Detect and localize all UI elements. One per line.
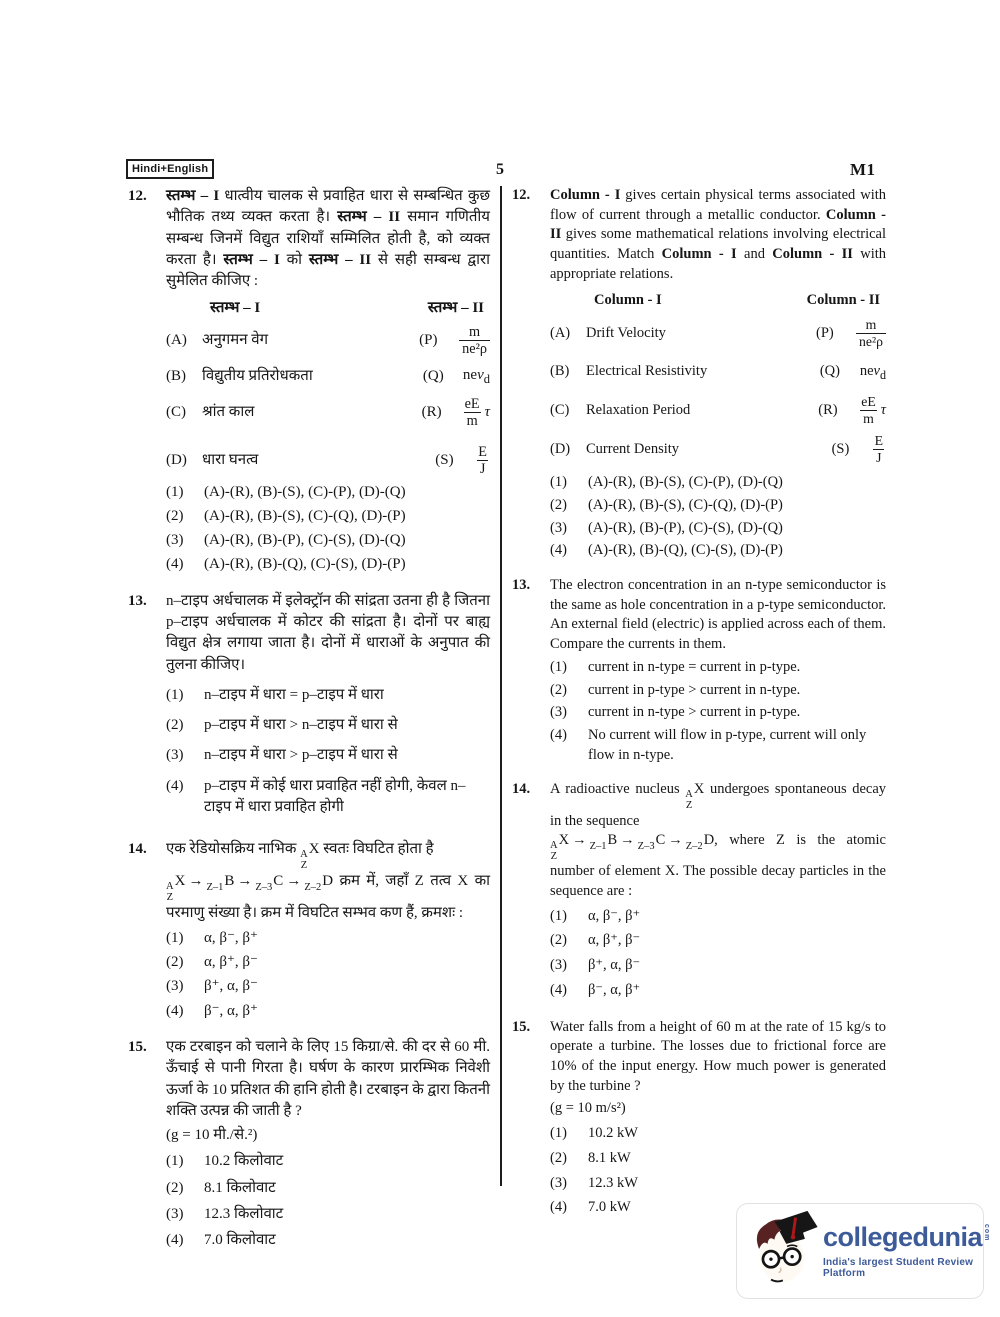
formula-R: $\frac{eE}{m}$ τ <box>464 395 490 429</box>
match-row <box>550 357 886 387</box>
match-row <box>550 434 886 465</box>
collegedunia-mascot-icon <box>743 1204 821 1299</box>
question-text: n–टाइप अर्धचालक में इलेक्ट्रॉन की सांद्रता उतना ही है जितना p–टाइप अर्धचालक में कोटर की सांद्रता है। दोनों पर बाह्य विद्युत क्षेत्र लगाया जाता है। दोनों में धाराओं के अनुपात की तुलना कीजिए। <box>166 592 490 673</box>
match-label: (R) <box>818 401 838 418</box>
question-15-english <box>512 1018 886 1223</box>
match-row <box>166 445 490 477</box>
question-13-hindi <box>128 591 490 828</box>
question-text: Water falls from a height of 60 m at the rate of 15 kg/s to operate a turbine. The losses due to frictional force are 10% of the input energy. How much power is generated by the turbine ? <box>550 1018 886 1094</box>
option: (3) β⁺, α, β⁻ <box>550 957 641 974</box>
english-column <box>512 186 886 1269</box>
question-number: 12. <box>512 187 531 203</box>
option: (4) β⁻, α, β⁺ <box>550 981 641 998</box>
language-badge: Hindi+English <box>126 159 214 179</box>
match-term: विद्युतीय प्रतिरोधकता <box>202 368 313 385</box>
match-term: अनुगमन वेग <box>202 332 269 349</box>
match-term: Relaxation Period <box>586 401 691 418</box>
question-number: 13. <box>128 592 147 609</box>
question-number: 15. <box>128 1038 147 1055</box>
match-label: (S) <box>435 451 454 468</box>
option: (3) 12.3 किलोवाट <box>166 1205 284 1222</box>
question-text: एक टरबाइन को चलाने के लिए 15 किग्रा/से. की दर से 60 मी. ऊँचाई से पानी गिरता है। घर्षण के कारण प्रारम्भिक निवेशी ऊर्जा के 10 प्रतिशत की हानि होती है। टरबाइन के द्वारा कितनी शक्ति उत्पन्न की जाती है ? <box>166 1038 490 1119</box>
match-label: (P) <box>816 324 834 341</box>
match-row <box>550 318 886 349</box>
option: (2) p–टाइप में धारा > n–टाइप में धारा से <box>166 717 398 734</box>
option: (3) β⁺, α, β⁻ <box>166 978 258 995</box>
match-label: (S) <box>831 440 850 457</box>
option: (3) 12.3 kW <box>550 1174 638 1191</box>
option: (2) α, β⁺, β⁻ <box>166 954 258 971</box>
question-number: 15. <box>512 1018 531 1035</box>
option: (1) current in n-type = current in p-type. <box>550 658 801 675</box>
column-1-header: स्तम्भ – I <box>210 300 261 317</box>
formula-Q: nev$_d$ <box>859 362 886 382</box>
option: (4) (A)-(R), (B)-(Q), (C)-(S), (D)-(P) <box>166 556 406 573</box>
arrow-icon: → <box>237 873 253 890</box>
match-term: Drift Velocity <box>586 324 666 341</box>
g-value-note: (g = 10 मी./से.²) <box>166 1127 258 1144</box>
two-column-layout <box>128 186 886 1269</box>
option: (1) α, β⁻, β⁺ <box>550 907 641 924</box>
option: (3) (A)-(R), (B)-(P), (C)-(S), (D)-(Q) <box>166 532 406 549</box>
match-row <box>166 362 490 392</box>
options-q14-hindi <box>166 928 490 1022</box>
option: (4) (A)-(R), (B)-(Q), (C)-(S), (D)-(P) <box>550 542 783 559</box>
option: (4) No current will flow in p-type, current will only flow in n-type. <box>550 727 867 763</box>
brand-domain-suffix: com <box>983 1223 991 1241</box>
question-15-hindi <box>128 1037 490 1257</box>
decay-sequence: A Z X → $_{Z-1}$B → $_{Z-3}$C → $_{Z-2}$D, where Z is the atomic number of element X. The possible decay particles in the sequence are : <box>550 832 886 899</box>
question-number: 14. <box>512 781 531 798</box>
option: (4) β⁻, α, β⁺ <box>166 1002 258 1019</box>
option: (4) 7.0 kW <box>550 1199 631 1216</box>
option: (1) (A)-(R), (B)-(S), (C)-(P), (D)-(Q) <box>550 474 783 491</box>
question-number: 12. <box>128 188 147 204</box>
option: (2) α, β⁺, β⁻ <box>550 932 641 949</box>
options-q13-english <box>550 658 886 766</box>
option: (1) α, β⁻, β⁺ <box>166 929 258 946</box>
option: (4) p–टाइप में कोई धारा प्रवाहित नहीं होगी, केवल n–टाइप में धारा प्रवाहित होगी <box>166 777 466 816</box>
match-term: श्रांत काल <box>202 403 255 420</box>
brand-wordmark: collegedunia <box>823 1221 983 1252</box>
question-13-english <box>512 576 886 768</box>
options-q12-english <box>550 473 886 561</box>
question-number: 14. <box>128 841 147 858</box>
match-column-headers <box>210 298 484 319</box>
nuclide-notation: A Z X <box>685 781 705 812</box>
g-value-note: (g = 10 m/s²) <box>550 1100 626 1117</box>
nuclide-notation: A Z X <box>300 841 320 872</box>
question-text: A radioactive nucleus A Z X undergoes spontaneous decay in the sequence <box>550 781 887 829</box>
question-text: The electron concentration in an n-type semiconductor is the same as hole concentration in a p-type semiconductor. An external field (electric) is applied across each of them. Compare the currents in them. <box>550 577 886 653</box>
match-label: (A) <box>166 332 187 349</box>
match-row <box>550 395 886 426</box>
arrow-icon: → <box>668 832 683 849</box>
match-label: (D) <box>550 440 571 457</box>
option: (1) n–टाइप में धारा = p–टाइप में धारा <box>166 686 384 703</box>
formula-S: $\frac{E}{J}$ <box>874 433 883 465</box>
options-q12-hindi <box>166 482 490 576</box>
formula-S: $\frac{E}{J}$ <box>478 443 487 477</box>
match-label: (C) <box>166 403 186 420</box>
match-column-headers <box>594 291 880 311</box>
option: (2) 8.1 kW <box>550 1149 631 1166</box>
match-label: (R) <box>421 403 442 420</box>
match-label: (B) <box>550 363 570 380</box>
match-label: (B) <box>166 368 186 385</box>
options-q14-english <box>550 907 886 1001</box>
options-q13-hindi <box>166 685 490 818</box>
option: (4) 7.0 किलोवाट <box>166 1232 276 1249</box>
option: (3) n–टाइप में धारा > p–टाइप में धारा से <box>166 747 398 764</box>
formula-Q: nev$_d$ <box>462 366 490 386</box>
question-14-english <box>512 780 886 1005</box>
match-label: (Q) <box>819 363 840 380</box>
formula-P: $\frac{m}{\text{ne²ρ}}$ <box>459 325 490 357</box>
option: (2) current in p-type > current in n-type. <box>550 681 801 698</box>
question-12-english <box>512 186 886 564</box>
page-number: 5 <box>496 161 504 178</box>
decay-sequence: A Z X → $_{Z-1}$B → $_{Z-3}$C → $_{Z-2}$D क्रम में, जहाँ Z तत्व X का परमाणु संख्या है। क्रम में विघटित सम्भव कण हैं, क्रमशः : <box>166 873 490 922</box>
option: (3) current in n-type > current in p-type. <box>550 704 801 721</box>
formula-R: $\frac{eE}{m}$ τ <box>861 394 886 426</box>
question-text: एक रेडियोसक्रिय नाभिक A Z X स्वतः विघटित होता है <box>166 841 434 872</box>
match-label: (Q) <box>422 368 444 385</box>
match-label: (C) <box>550 401 570 418</box>
match-label: (D) <box>166 451 187 468</box>
arrow-icon: → <box>188 873 204 890</box>
question-number: 13. <box>512 577 531 593</box>
brand-tagline: India's largest Student Review Platform <box>823 1256 974 1279</box>
match-row <box>166 397 490 429</box>
match-term: Current Density <box>586 440 680 457</box>
column-1-header: Column - I <box>594 291 662 308</box>
option: (1) (A)-(R), (B)-(S), (C)-(P), (D)-(Q) <box>166 483 406 500</box>
match-row <box>166 325 490 357</box>
hindi-column <box>128 186 490 1269</box>
question-text: Column - I gives certain physical terms associated with flow of current through a metallic conductor. Column - II gives some mathematical relations involving electrical quantities. Match Column - I and Column - II with appropriate relations. <box>550 187 887 282</box>
option: (1) 10.2 किलोवाट <box>166 1153 284 1170</box>
option: (3) (A)-(R), (B)-(P), (C)-(S), (D)-(Q) <box>550 519 783 536</box>
formula-P: $\frac{m}{\text{ne²ρ}}$ <box>856 318 886 349</box>
question-14-hindi <box>128 839 490 1025</box>
question-12-hindi <box>128 186 490 579</box>
collegedunia-logo <box>736 1203 991 1299</box>
option: (2) 8.1 किलोवाट <box>166 1179 276 1196</box>
column-2-header: स्तम्भ – II <box>427 300 484 317</box>
option: (2) (A)-(R), (B)-(S), (C)-(Q), (D)-(P) <box>550 496 783 513</box>
option: (1) 10.2 kW <box>550 1125 638 1142</box>
paper-code: M1 <box>850 160 876 179</box>
arrow-icon: → <box>572 832 587 849</box>
option: (2) (A)-(R), (B)-(S), (C)-(Q), (D)-(P) <box>166 507 406 524</box>
arrow-icon: → <box>286 873 302 890</box>
question-text: स्तम्भ – I धात्वीय चालक से प्रवाहित धारा से सम्बन्धित कुछ भौतिक तथ्य व्यक्त करता है। स्तम्भ – II समान गणितीय सम्बन्ध जिनमें विद्युत राशियाँ सम्मिलित होती है, को व्यक्त करता है। स्तम्भ – I को स्तम्भ – II से सही सम्बन्ध द्वारा सुमेलित कीजिए : <box>166 188 490 290</box>
match-label: (P) <box>419 332 438 349</box>
column-2-header: Column - II <box>806 291 880 308</box>
options-q15-hindi <box>166 1151 490 1251</box>
match-term: Electrical Resistivity <box>586 363 708 380</box>
match-term: धारा घनत्व <box>202 451 259 468</box>
arrow-icon: → <box>620 832 635 849</box>
match-label: (A) <box>550 324 571 341</box>
